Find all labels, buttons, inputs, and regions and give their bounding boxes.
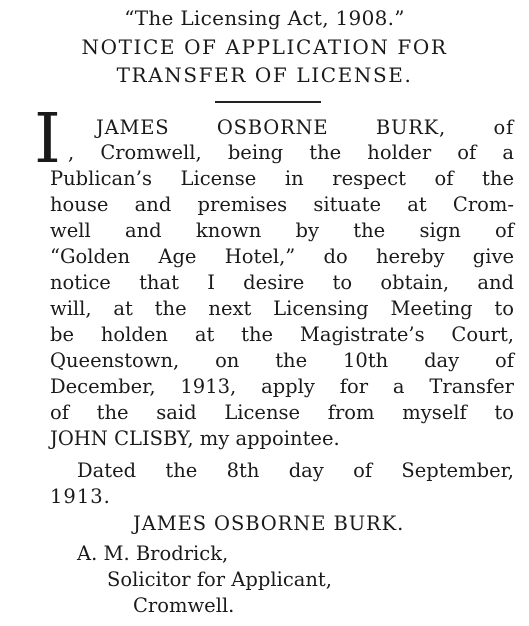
body-line-2: , Cromwell, being the holder of a xyxy=(68,141,514,164)
dated-line-1: Dated the 8th day of September, xyxy=(77,459,514,482)
solicitor-role: Solicitor for Applicant, xyxy=(107,568,332,591)
headline-line-1: NOTICE OF APPLICATION FOR xyxy=(81,35,448,59)
dated-line-2: 1913. xyxy=(50,485,111,508)
signatory-name: JAMES OSBORNE BURK. xyxy=(133,512,405,535)
solicitor-town: Cromwell. xyxy=(133,594,235,617)
drop-cap: I xyxy=(34,100,61,179)
body-line-9: be holden at the Magistrate’s Court, xyxy=(50,323,514,346)
body-line-3: Publican’s License in respect of the xyxy=(50,167,514,190)
divider-rule xyxy=(215,101,321,103)
act-title: “The Licensing Act, 1908.” xyxy=(124,6,405,30)
solicitor-name: A. M. Brodrick, xyxy=(77,542,229,565)
body-line-7: notice that I desire to obtain, and xyxy=(50,271,514,294)
body-line-5: well and known by the sign of xyxy=(50,219,514,242)
body-line-8: will, at the next Licensing Meeting to xyxy=(50,297,514,320)
body-line-11: December, 1913, apply for a Transfer xyxy=(50,375,514,398)
body-line-4: house and premises situate at Crom- xyxy=(50,193,514,216)
body-line-6: “Golden Age Hotel,” do hereby give xyxy=(50,245,514,268)
body-line-12: of the said License from myself to xyxy=(50,401,514,424)
body-line-10: Queenstown, on the 10th day of xyxy=(50,349,514,372)
body-line-1: JAMES OSBORNE BURK, of xyxy=(96,116,514,139)
headline-line-2: TRANSFER OF LICENSE. xyxy=(116,63,413,87)
body-line-13: JOHN CLISBY, my appointee. xyxy=(50,427,340,450)
